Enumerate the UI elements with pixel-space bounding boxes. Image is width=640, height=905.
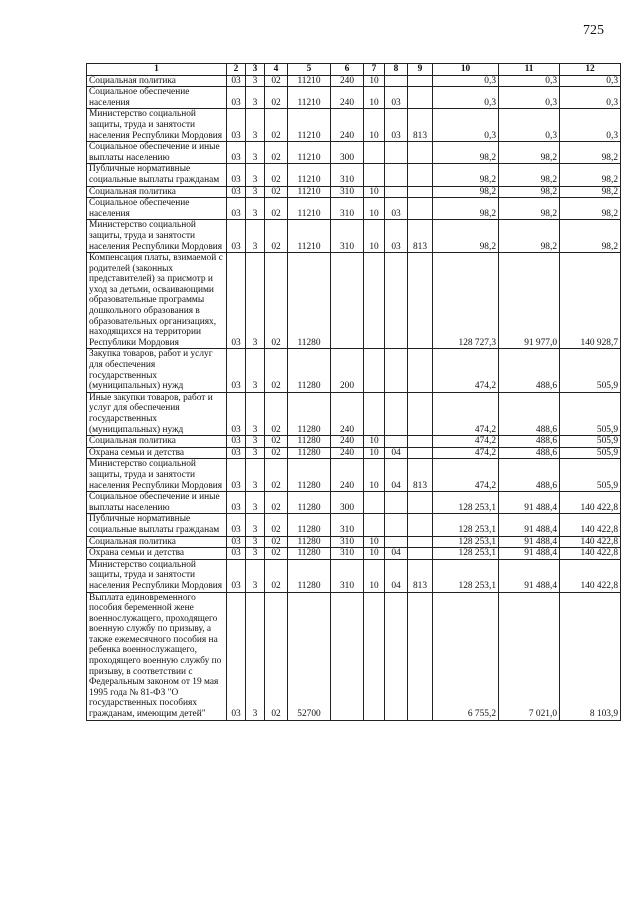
code-cell <box>364 349 385 392</box>
code-cell: 03 <box>227 349 246 392</box>
row-name-cell: Министерство социальной защиты, труда и занятости населения Республики Мордовия <box>87 459 227 492</box>
code-cell: 3 <box>246 592 265 720</box>
code-cell: 10 <box>364 87 385 109</box>
code-cell: 03 <box>227 459 246 492</box>
column-header: 1 <box>87 64 227 76</box>
code-cell: 04 <box>385 459 408 492</box>
code-cell: 03 <box>227 220 246 253</box>
code-cell <box>385 142 408 164</box>
code-cell: 03 <box>227 164 246 186</box>
code-cell: 3 <box>246 514 265 536</box>
code-cell: 03 <box>227 548 246 560</box>
code-cell: 03 <box>385 198 408 220</box>
code-cell <box>408 536 433 548</box>
budget-table-container <box>86 63 620 721</box>
amount-cell: 0,3 <box>560 109 621 142</box>
amount-cell: 98,2 <box>499 220 560 253</box>
code-cell: 3 <box>246 548 265 560</box>
code-cell: 02 <box>265 459 288 492</box>
code-cell: 03 <box>227 447 246 459</box>
amount-cell: 98,2 <box>433 220 499 253</box>
amount-cell: 140 422,8 <box>560 536 621 548</box>
amount-cell: 140 422,8 <box>560 492 621 514</box>
code-cell <box>408 142 433 164</box>
column-header: 11 <box>499 64 560 76</box>
code-cell <box>408 198 433 220</box>
code-cell: 03 <box>385 87 408 109</box>
code-cell: 02 <box>265 164 288 186</box>
table-row <box>87 492 621 514</box>
code-cell: 02 <box>265 253 288 349</box>
amount-cell: 140 422,8 <box>560 559 621 592</box>
code-cell: 3 <box>246 392 265 435</box>
code-cell: 11210 <box>288 109 331 142</box>
code-cell: 10 <box>364 109 385 142</box>
row-name-cell: Иные закупки товаров, работ и услуг для обеспечения государственных (муниципальных) нужд <box>87 392 227 435</box>
code-cell <box>385 536 408 548</box>
column-header: 4 <box>265 64 288 76</box>
table-row <box>87 392 621 435</box>
code-cell: 310 <box>331 559 364 592</box>
code-cell: 3 <box>246 349 265 392</box>
code-cell: 03 <box>227 514 246 536</box>
amount-cell: 98,2 <box>433 186 499 198</box>
table-row <box>87 459 621 492</box>
row-name-cell: Социальная политика <box>87 436 227 448</box>
code-cell: 02 <box>265 436 288 448</box>
amount-cell: 98,2 <box>433 198 499 220</box>
code-cell: 03 <box>227 75 246 87</box>
code-cell: 02 <box>265 87 288 109</box>
column-header: 9 <box>408 64 433 76</box>
amount-cell: 98,2 <box>499 142 560 164</box>
code-cell <box>408 592 433 720</box>
row-name-cell: Социальная политика <box>87 75 227 87</box>
code-cell: 310 <box>331 514 364 536</box>
code-cell: 03 <box>227 253 246 349</box>
table-row <box>87 109 621 142</box>
code-cell: 03 <box>227 592 246 720</box>
code-cell: 310 <box>331 220 364 253</box>
code-cell: 10 <box>364 559 385 592</box>
code-cell: 3 <box>246 87 265 109</box>
code-cell: 02 <box>265 592 288 720</box>
code-cell: 11280 <box>288 253 331 349</box>
code-cell: 02 <box>265 109 288 142</box>
code-cell: 11280 <box>288 548 331 560</box>
table-row <box>87 447 621 459</box>
code-cell <box>364 592 385 720</box>
amount-cell: 128 253,1 <box>433 536 499 548</box>
code-cell: 240 <box>331 75 364 87</box>
code-cell: 03 <box>227 109 246 142</box>
amount-cell: 128 253,1 <box>433 559 499 592</box>
row-name-cell: Компенсация платы, взимаемой с родителей (законных представителей) за присмотр и уход за детьми, осваивающими образовательные программы дошкольного образования в образовательных организациях, находящихся на территории Республики Мордовия <box>87 253 227 349</box>
code-cell <box>408 253 433 349</box>
amount-cell: 0,3 <box>499 75 560 87</box>
row-name-cell: Социальная политика <box>87 186 227 198</box>
code-cell: 310 <box>331 536 364 548</box>
code-cell: 02 <box>265 75 288 87</box>
amount-cell: 140 422,8 <box>560 514 621 536</box>
row-name-cell: Министерство социальной защиты, труда и занятости населения Республики Мордовия <box>87 109 227 142</box>
table-row <box>87 75 621 87</box>
amount-cell: 0,3 <box>560 75 621 87</box>
amount-cell: 0,3 <box>433 75 499 87</box>
code-cell: 813 <box>408 559 433 592</box>
code-cell: 10 <box>364 186 385 198</box>
code-cell: 11210 <box>288 87 331 109</box>
code-cell: 52700 <box>288 592 331 720</box>
code-cell: 03 <box>227 142 246 164</box>
code-cell: 03 <box>227 559 246 592</box>
code-cell: 200 <box>331 349 364 392</box>
amount-cell: 91 488,4 <box>499 492 560 514</box>
code-cell <box>408 87 433 109</box>
table-row <box>87 349 621 392</box>
code-cell: 02 <box>265 186 288 198</box>
code-cell: 240 <box>331 109 364 142</box>
table-row <box>87 87 621 109</box>
code-cell <box>364 142 385 164</box>
table-header-row <box>87 64 621 76</box>
amount-cell: 98,2 <box>499 186 560 198</box>
code-cell: 03 <box>227 436 246 448</box>
code-cell <box>408 349 433 392</box>
code-cell: 813 <box>408 459 433 492</box>
table-row <box>87 220 621 253</box>
budget-table <box>86 63 621 721</box>
code-cell: 10 <box>364 220 385 253</box>
amount-cell: 98,2 <box>433 164 499 186</box>
code-cell: 3 <box>246 436 265 448</box>
code-cell: 02 <box>265 536 288 548</box>
code-cell <box>408 75 433 87</box>
code-cell: 02 <box>265 198 288 220</box>
amount-cell: 98,2 <box>499 164 560 186</box>
amount-cell: 488,6 <box>499 436 560 448</box>
code-cell: 3 <box>246 459 265 492</box>
column-header: 2 <box>227 64 246 76</box>
code-cell <box>385 392 408 435</box>
code-cell: 02 <box>265 392 288 435</box>
code-cell: 02 <box>265 514 288 536</box>
code-cell: 11280 <box>288 514 331 536</box>
code-cell <box>331 253 364 349</box>
code-cell: 3 <box>246 198 265 220</box>
code-cell: 813 <box>408 109 433 142</box>
code-cell: 11280 <box>288 492 331 514</box>
amount-cell: 98,2 <box>433 142 499 164</box>
code-cell: 11210 <box>288 75 331 87</box>
code-cell: 10 <box>364 198 385 220</box>
row-name-cell: Социальное обеспечение населения <box>87 198 227 220</box>
table-row <box>87 592 621 720</box>
row-name-cell: Охрана семьи и детства <box>87 548 227 560</box>
amount-cell: 474,2 <box>433 392 499 435</box>
code-cell: 11210 <box>288 142 331 164</box>
column-header: 5 <box>288 64 331 76</box>
amount-cell: 488,6 <box>499 349 560 392</box>
code-cell: 240 <box>331 87 364 109</box>
code-cell: 11280 <box>288 536 331 548</box>
column-header: 8 <box>385 64 408 76</box>
code-cell: 03 <box>227 492 246 514</box>
table-row <box>87 559 621 592</box>
code-cell <box>408 447 433 459</box>
code-cell <box>364 492 385 514</box>
code-cell <box>408 514 433 536</box>
code-cell: 11280 <box>288 559 331 592</box>
code-cell: 04 <box>385 548 408 560</box>
table-row <box>87 514 621 536</box>
code-cell: 3 <box>246 142 265 164</box>
amount-cell: 474,2 <box>433 447 499 459</box>
code-cell: 11210 <box>288 220 331 253</box>
amount-cell: 140 422,8 <box>560 548 621 560</box>
code-cell: 03 <box>227 392 246 435</box>
code-cell <box>385 186 408 198</box>
code-cell: 310 <box>331 198 364 220</box>
code-cell <box>385 592 408 720</box>
amount-cell: 488,6 <box>499 392 560 435</box>
code-cell: 11210 <box>288 164 331 186</box>
code-cell: 310 <box>331 164 364 186</box>
code-cell <box>331 592 364 720</box>
amount-cell: 128 253,1 <box>433 514 499 536</box>
amount-cell: 0,3 <box>499 87 560 109</box>
amount-cell: 98,2 <box>560 142 621 164</box>
code-cell: 02 <box>265 548 288 560</box>
amount-cell: 98,2 <box>560 164 621 186</box>
amount-cell: 128 727,3 <box>433 253 499 349</box>
code-cell: 10 <box>364 548 385 560</box>
table-row <box>87 142 621 164</box>
column-header: 10 <box>433 64 499 76</box>
code-cell: 3 <box>246 186 265 198</box>
code-cell: 10 <box>364 459 385 492</box>
code-cell: 02 <box>265 447 288 459</box>
column-header: 6 <box>331 64 364 76</box>
code-cell: 3 <box>246 220 265 253</box>
amount-cell: 0,3 <box>433 87 499 109</box>
column-header: 3 <box>246 64 265 76</box>
table-row <box>87 436 621 448</box>
amount-cell: 7 021,0 <box>499 592 560 720</box>
code-cell: 11280 <box>288 392 331 435</box>
code-cell: 03 <box>227 87 246 109</box>
code-cell: 03 <box>227 186 246 198</box>
code-cell <box>385 164 408 186</box>
table-row <box>87 164 621 186</box>
code-cell: 11280 <box>288 436 331 448</box>
table-row <box>87 198 621 220</box>
amount-cell: 474,2 <box>433 349 499 392</box>
row-name-cell: Министерство социальной защиты, труда и занятости населения Республики Мордовия <box>87 220 227 253</box>
code-cell: 3 <box>246 492 265 514</box>
amount-cell: 0,3 <box>499 109 560 142</box>
code-cell: 03 <box>385 220 408 253</box>
code-cell: 10 <box>364 536 385 548</box>
code-cell <box>408 548 433 560</box>
amount-cell: 0,3 <box>433 109 499 142</box>
row-name-cell: Выплата единовременного пособия беременной жене военнослужащего, проходящего военную службу по призыву, а также ежемесячного пособия на ребенка военнослужащего, проходящего военную службу по призыву, в соответствии с Федеральным законом от 19 мая 1995 года № 81-ФЗ "О государственных пособиях гражданам, имеющим детей" <box>87 592 227 720</box>
amount-cell: 488,6 <box>499 447 560 459</box>
row-name-cell: Социальное обеспечение населения <box>87 87 227 109</box>
code-cell: 04 <box>385 447 408 459</box>
code-cell: 3 <box>246 75 265 87</box>
column-header: 12 <box>560 64 621 76</box>
code-cell <box>385 349 408 392</box>
code-cell <box>408 436 433 448</box>
amount-cell: 91 488,4 <box>499 536 560 548</box>
amount-cell: 140 928,7 <box>560 253 621 349</box>
amount-cell: 128 253,1 <box>433 492 499 514</box>
code-cell: 11280 <box>288 349 331 392</box>
table-row <box>87 253 621 349</box>
code-cell: 10 <box>364 75 385 87</box>
code-cell: 11210 <box>288 186 331 198</box>
amount-cell: 505,9 <box>560 436 621 448</box>
code-cell: 240 <box>331 392 364 435</box>
code-cell: 11280 <box>288 447 331 459</box>
row-name-cell: Социальная политика <box>87 536 227 548</box>
row-name-cell: Социальное обеспечение и иные выплаты населению <box>87 492 227 514</box>
amount-cell: 91 488,4 <box>499 548 560 560</box>
amount-cell: 98,2 <box>499 198 560 220</box>
code-cell <box>364 253 385 349</box>
code-cell: 300 <box>331 492 364 514</box>
amount-cell: 505,9 <box>560 392 621 435</box>
code-cell <box>385 514 408 536</box>
code-cell <box>385 492 408 514</box>
code-cell <box>408 164 433 186</box>
code-cell: 3 <box>246 447 265 459</box>
table-row <box>87 536 621 548</box>
code-cell: 813 <box>408 220 433 253</box>
amount-cell: 6 755,2 <box>433 592 499 720</box>
amount-cell: 8 103,9 <box>560 592 621 720</box>
code-cell: 11280 <box>288 459 331 492</box>
code-cell: 04 <box>385 559 408 592</box>
code-cell <box>408 392 433 435</box>
code-cell: 10 <box>364 447 385 459</box>
table-row <box>87 186 621 198</box>
amount-cell: 91 488,4 <box>499 559 560 592</box>
row-name-cell: Закупка товаров, работ и услуг для обеспечения государственных (муниципальных) нужд <box>87 349 227 392</box>
code-cell: 3 <box>246 536 265 548</box>
amount-cell: 98,2 <box>560 198 621 220</box>
code-cell: 310 <box>331 186 364 198</box>
code-cell: 03 <box>227 536 246 548</box>
code-cell: 310 <box>331 548 364 560</box>
code-cell: 03 <box>385 109 408 142</box>
code-cell: 3 <box>246 109 265 142</box>
amount-cell: 488,6 <box>499 459 560 492</box>
code-cell: 11210 <box>288 198 331 220</box>
row-name-cell: Министерство социальной защиты, труда и занятости населения Республики Мордовия <box>87 559 227 592</box>
table-body <box>87 75 621 720</box>
row-name-cell: Охрана семьи и детства <box>87 447 227 459</box>
amount-cell: 91 977,0 <box>499 253 560 349</box>
code-cell <box>364 514 385 536</box>
amount-cell: 474,2 <box>433 436 499 448</box>
amount-cell: 98,2 <box>560 186 621 198</box>
code-cell: 02 <box>265 142 288 164</box>
code-cell: 10 <box>364 436 385 448</box>
amount-cell: 505,9 <box>560 459 621 492</box>
code-cell <box>364 164 385 186</box>
code-cell: 02 <box>265 492 288 514</box>
code-cell: 3 <box>246 164 265 186</box>
code-cell <box>408 492 433 514</box>
row-name-cell: Публичные нормативные социальные выплаты гражданам <box>87 514 227 536</box>
code-cell: 02 <box>265 349 288 392</box>
code-cell <box>364 392 385 435</box>
code-cell <box>385 75 408 87</box>
code-cell: 02 <box>265 559 288 592</box>
code-cell: 3 <box>246 559 265 592</box>
page-number: 725 <box>583 23 604 38</box>
table-row <box>87 548 621 560</box>
amount-cell: 128 253,1 <box>433 548 499 560</box>
code-cell <box>385 253 408 349</box>
amount-cell: 98,2 <box>560 220 621 253</box>
row-name-cell: Социальное обеспечение и иные выплаты населению <box>87 142 227 164</box>
code-cell <box>408 186 433 198</box>
code-cell: 3 <box>246 253 265 349</box>
code-cell: 240 <box>331 447 364 459</box>
amount-cell: 505,9 <box>560 447 621 459</box>
code-cell: 240 <box>331 459 364 492</box>
amount-cell: 474,2 <box>433 459 499 492</box>
column-header: 7 <box>364 64 385 76</box>
amount-cell: 505,9 <box>560 349 621 392</box>
code-cell <box>385 436 408 448</box>
code-cell: 300 <box>331 142 364 164</box>
code-cell: 02 <box>265 220 288 253</box>
code-cell: 03 <box>227 198 246 220</box>
amount-cell: 91 488,4 <box>499 514 560 536</box>
code-cell: 240 <box>331 436 364 448</box>
row-name-cell: Публичные нормативные социальные выплаты гражданам <box>87 164 227 186</box>
amount-cell: 0,3 <box>560 87 621 109</box>
